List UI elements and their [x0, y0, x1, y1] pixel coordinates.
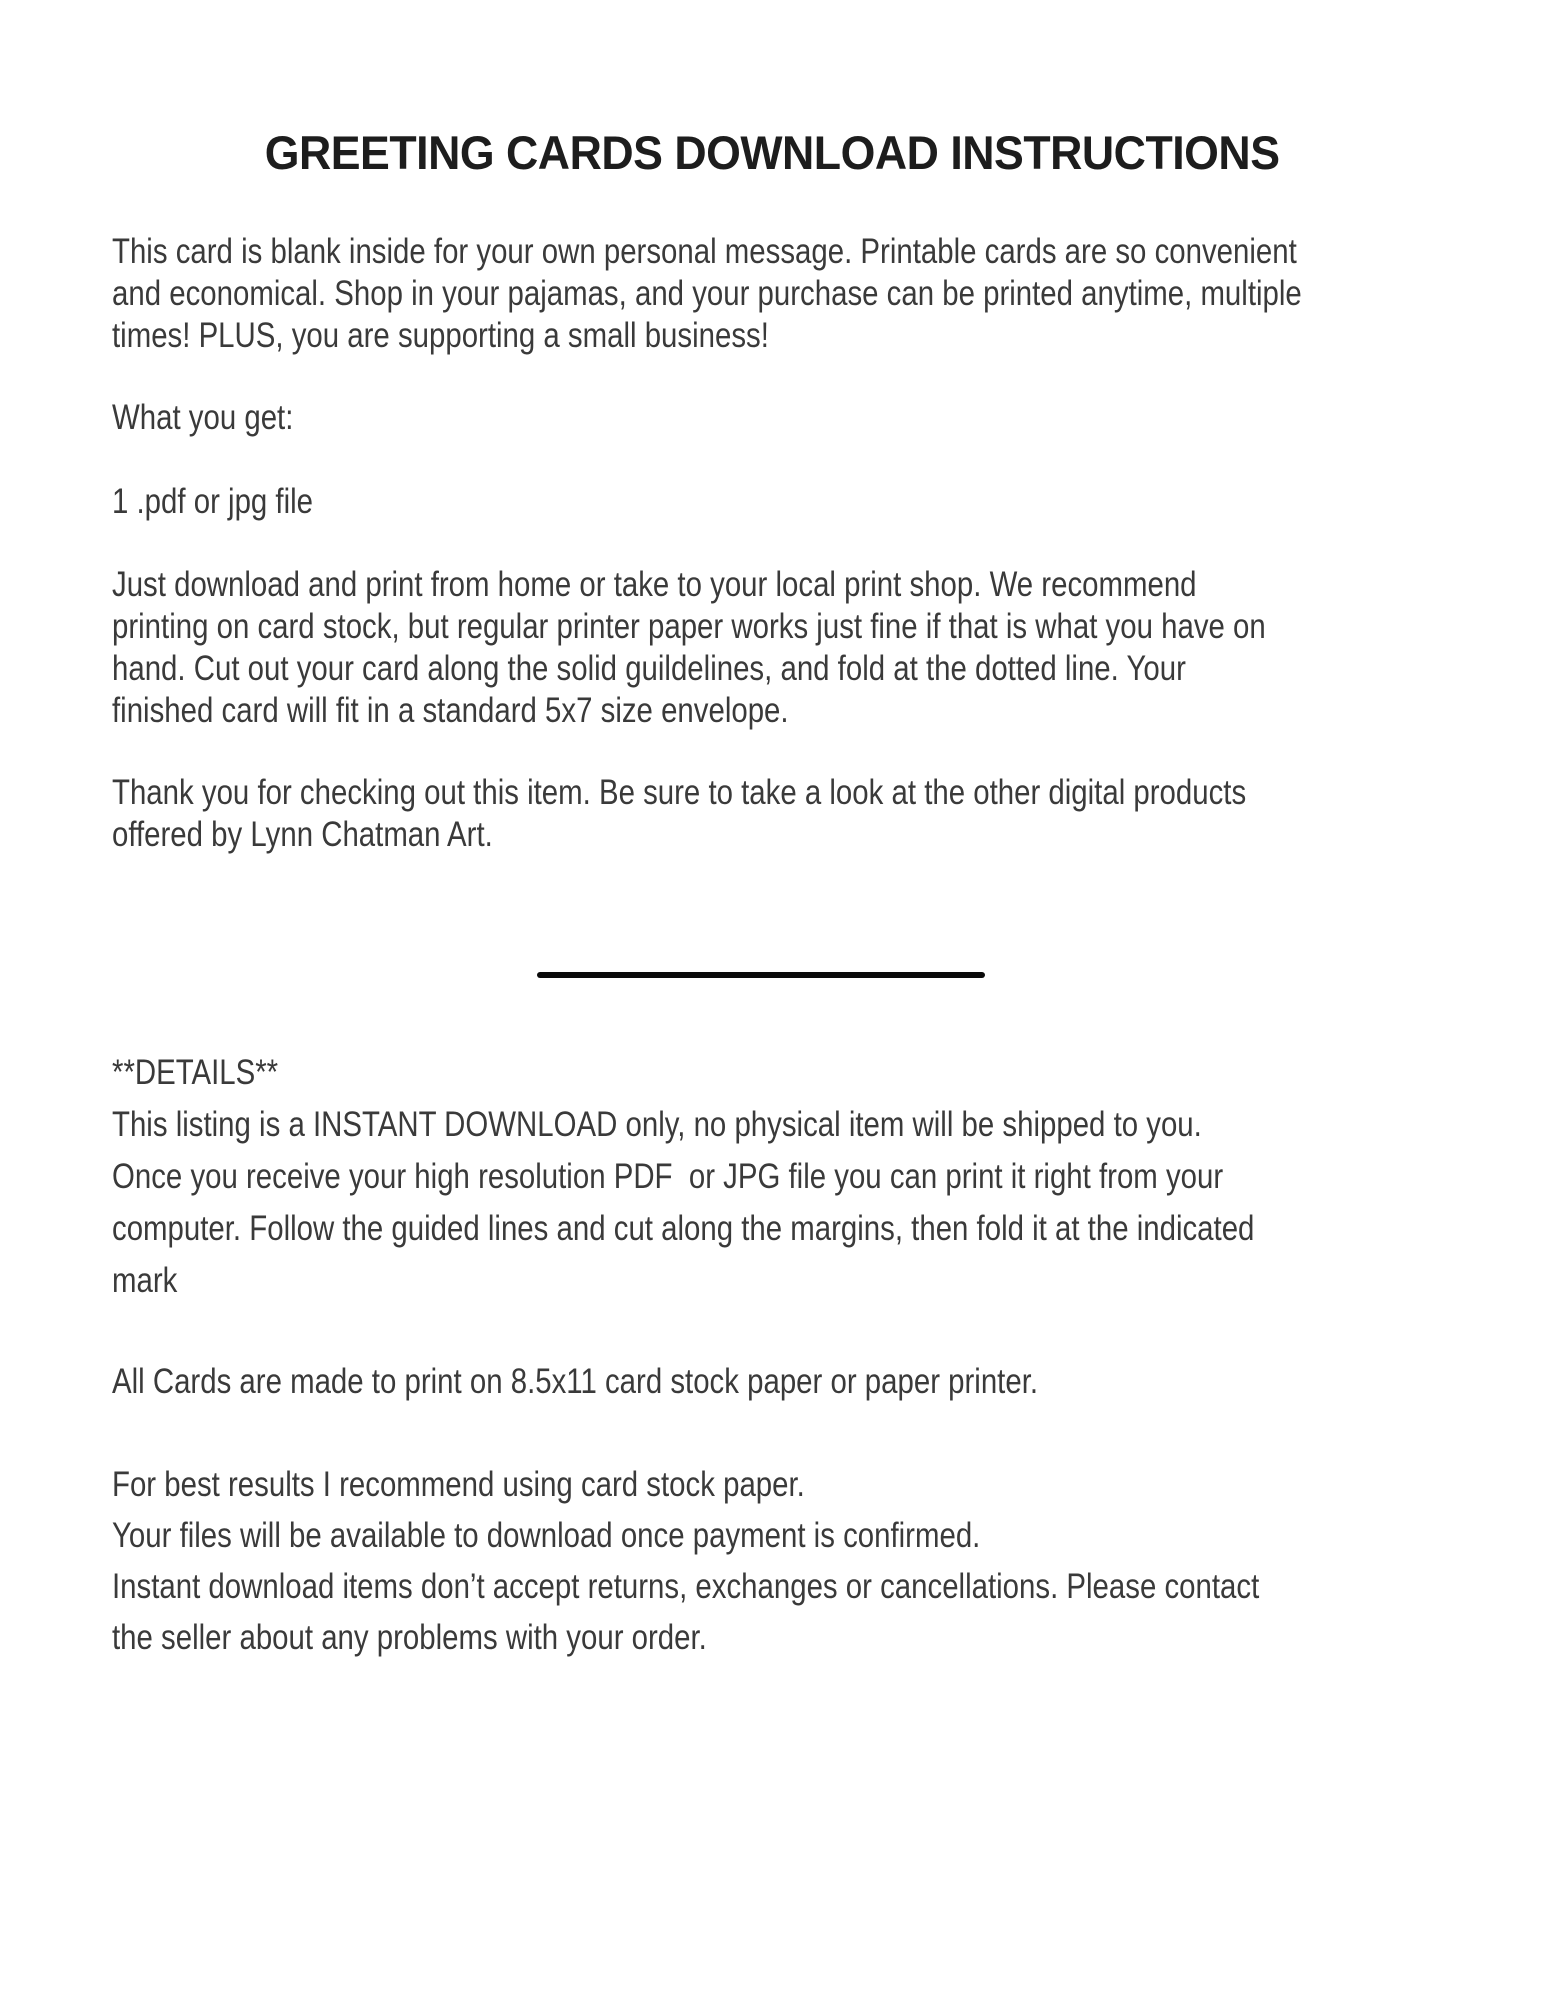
document-title — [0, 122, 1545, 184]
policies-text: Instant download items don’t accept returns, exchanges or cancellations. Please contact — [112, 1567, 1260, 1606]
intro-line-text: and economical. Shop in your pajamas, and your purchase can be printed anytime, multiple — [112, 274, 1302, 313]
file-format-label — [112, 481, 351, 523]
thank-you-line — [112, 814, 1462, 856]
print-instructions-text: Just download and print from home or take to your local print shop. We recommend — [112, 565, 1197, 604]
thank-you-line — [112, 772, 1462, 814]
policies-paragraph — [112, 1459, 1478, 1663]
print-instructions-line — [112, 648, 1486, 690]
policies-line — [112, 1510, 1478, 1561]
intro-paragraph — [112, 231, 1528, 357]
details-heading-line — [112, 1047, 310, 1099]
details-line — [112, 1255, 1472, 1307]
details-text: This listing is a INSTANT DOWNLOAD only, no physical item will be shipped to you. — [112, 1105, 1202, 1144]
thank-you-paragraph — [112, 772, 1462, 856]
details-text: mark — [112, 1261, 178, 1300]
file-format-text: 1 .pdf or jpg file — [112, 482, 314, 521]
what-you-get-line — [112, 397, 328, 439]
card-size-text: All Cards are made to print on 8.5x11 card stock paper or paper printer. — [112, 1362, 1039, 1401]
card-size-line — [112, 1356, 1214, 1408]
intro-line — [112, 273, 1528, 315]
what-you-get-text: What you get: — [112, 398, 294, 437]
thank-you-text: offered by Lynn Chatman Art. — [112, 815, 493, 854]
thank-you-text: Thank you for checking out this item. Be sure to take a look at the other digital products — [112, 773, 1247, 812]
intro-line — [112, 231, 1528, 273]
details-heading-text: **DETAILS** — [112, 1053, 279, 1092]
details-heading — [112, 1047, 310, 1099]
print-instructions-line — [112, 606, 1486, 648]
intro-line — [112, 315, 1528, 357]
document-title-text: GREETING CARDS DOWNLOAD INSTRUCTIONS — [265, 126, 1280, 179]
policies-line — [112, 1612, 1478, 1663]
policies-text: the seller about any problems with your order. — [112, 1618, 707, 1657]
print-instructions-paragraph — [112, 564, 1486, 732]
print-instructions-line — [112, 690, 1486, 732]
what-you-get-label — [112, 397, 328, 439]
print-instructions-text: finished card will fit in a standard 5x7 size envelope. — [112, 691, 789, 730]
print-instructions-line — [112, 564, 1486, 606]
policies-line — [112, 1459, 1478, 1510]
policies-text: For best results I recommend using card stock paper. — [112, 1465, 805, 1504]
details-text: Once you receive your high resolution PDF or JPG file you can print it right from your — [112, 1157, 1224, 1196]
file-format-line — [112, 481, 351, 523]
details-line — [112, 1099, 1472, 1151]
section-divider — [537, 972, 985, 978]
print-instructions-text: printing on card stock, but regular printer paper works just fine if that is what you have on — [112, 607, 1266, 646]
details-line — [112, 1151, 1472, 1203]
details-line — [112, 1203, 1472, 1255]
policies-line — [112, 1561, 1478, 1612]
details-paragraph — [112, 1099, 1472, 1307]
intro-line-text: times! PLUS, you are supporting a small business! — [112, 316, 769, 355]
details-text: computer. Follow the guided lines and cut along the margins, then fold it at the indicated — [112, 1209, 1255, 1248]
card-size-note — [112, 1356, 1214, 1408]
intro-line-text: This card is blank inside for your own personal message. Printable cards are so convenient — [112, 232, 1297, 271]
policies-text: Your files will be available to download once payment is confirmed. — [112, 1516, 981, 1555]
print-instructions-text: hand. Cut out your card along the solid guildelines, and fold at the dotted line. Your — [112, 649, 1186, 688]
